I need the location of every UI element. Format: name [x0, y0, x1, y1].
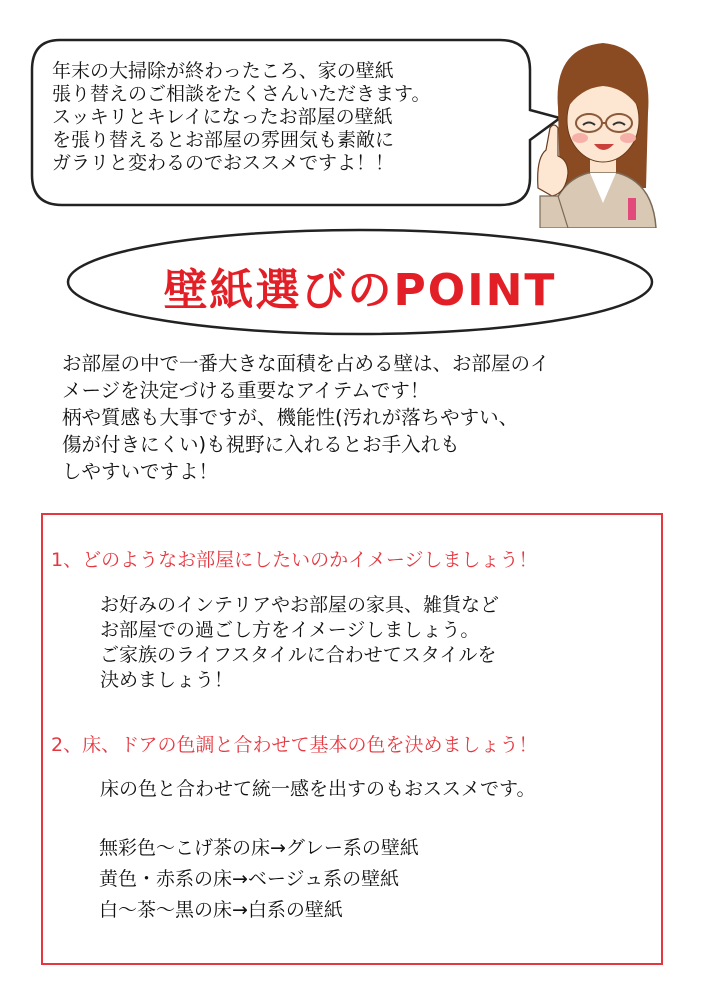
- color-combo-item: 無彩色～こげ茶の床→グレー系の壁紙: [99, 837, 419, 859]
- color-combo-list: [99, 833, 619, 926]
- page-title: 壁紙選びのPOINT: [163, 265, 557, 316]
- bubble-line: ガラリと変わるのでおススメですよ！！: [52, 152, 395, 174]
- point-1-line: ご家族のライフスタイルに合わせてスタイルを: [100, 644, 497, 666]
- point-2-line: 床の色と合わせて統一感を出すのもおススメです。: [100, 778, 536, 800]
- bubble-line: スッキリとキレイになったお部屋の壁紙: [52, 106, 393, 128]
- point-1-line: お部屋での過ごし方をイメージしましょう。: [100, 619, 480, 641]
- intro-paragraph: [62, 350, 682, 485]
- point-2-body: [100, 777, 640, 802]
- bubble-line: 張り替えのご相談をたくさんいただきます。: [52, 83, 431, 105]
- points-box: [41, 513, 663, 965]
- intro-line: お部屋の中で一番大きな面積を占める壁は、お部屋のイ: [62, 352, 550, 375]
- color-combo-item: 黄色・赤系の床→ベージュ系の壁紙: [99, 868, 400, 890]
- point-1-body: [100, 593, 640, 693]
- color-combo-item: 白～茶～黒の床→白系の壁紙: [99, 899, 343, 921]
- bubble-line: 年末の大掃除が終わったころ、家の壁紙: [52, 60, 394, 82]
- intro-line: 傷が付きにくい)も視野に入れるとお手入れも: [62, 433, 460, 456]
- intro-line: メージを決定づける重要なアイテムです！: [62, 379, 430, 402]
- bubble-line: を張り替えるとお部屋の雰囲気も素敵に: [52, 129, 395, 151]
- point-1-line: 決めましょう！: [100, 669, 234, 691]
- point-2-heading: 2、床、ドアの色調と合わせて基本の色を決めましょう！: [51, 734, 538, 756]
- point-1-heading: 1、どのようなお部屋にしたいのかイメージしましょう！: [51, 549, 538, 571]
- intro-line: しやすいですよ！: [62, 460, 219, 483]
- point-1-line: お好みのインテリアやお部屋の家具、雑貨など: [100, 594, 500, 616]
- intro-line: 柄や質感も大事ですが、機能性(汚れが落ちやすい、: [62, 406, 519, 429]
